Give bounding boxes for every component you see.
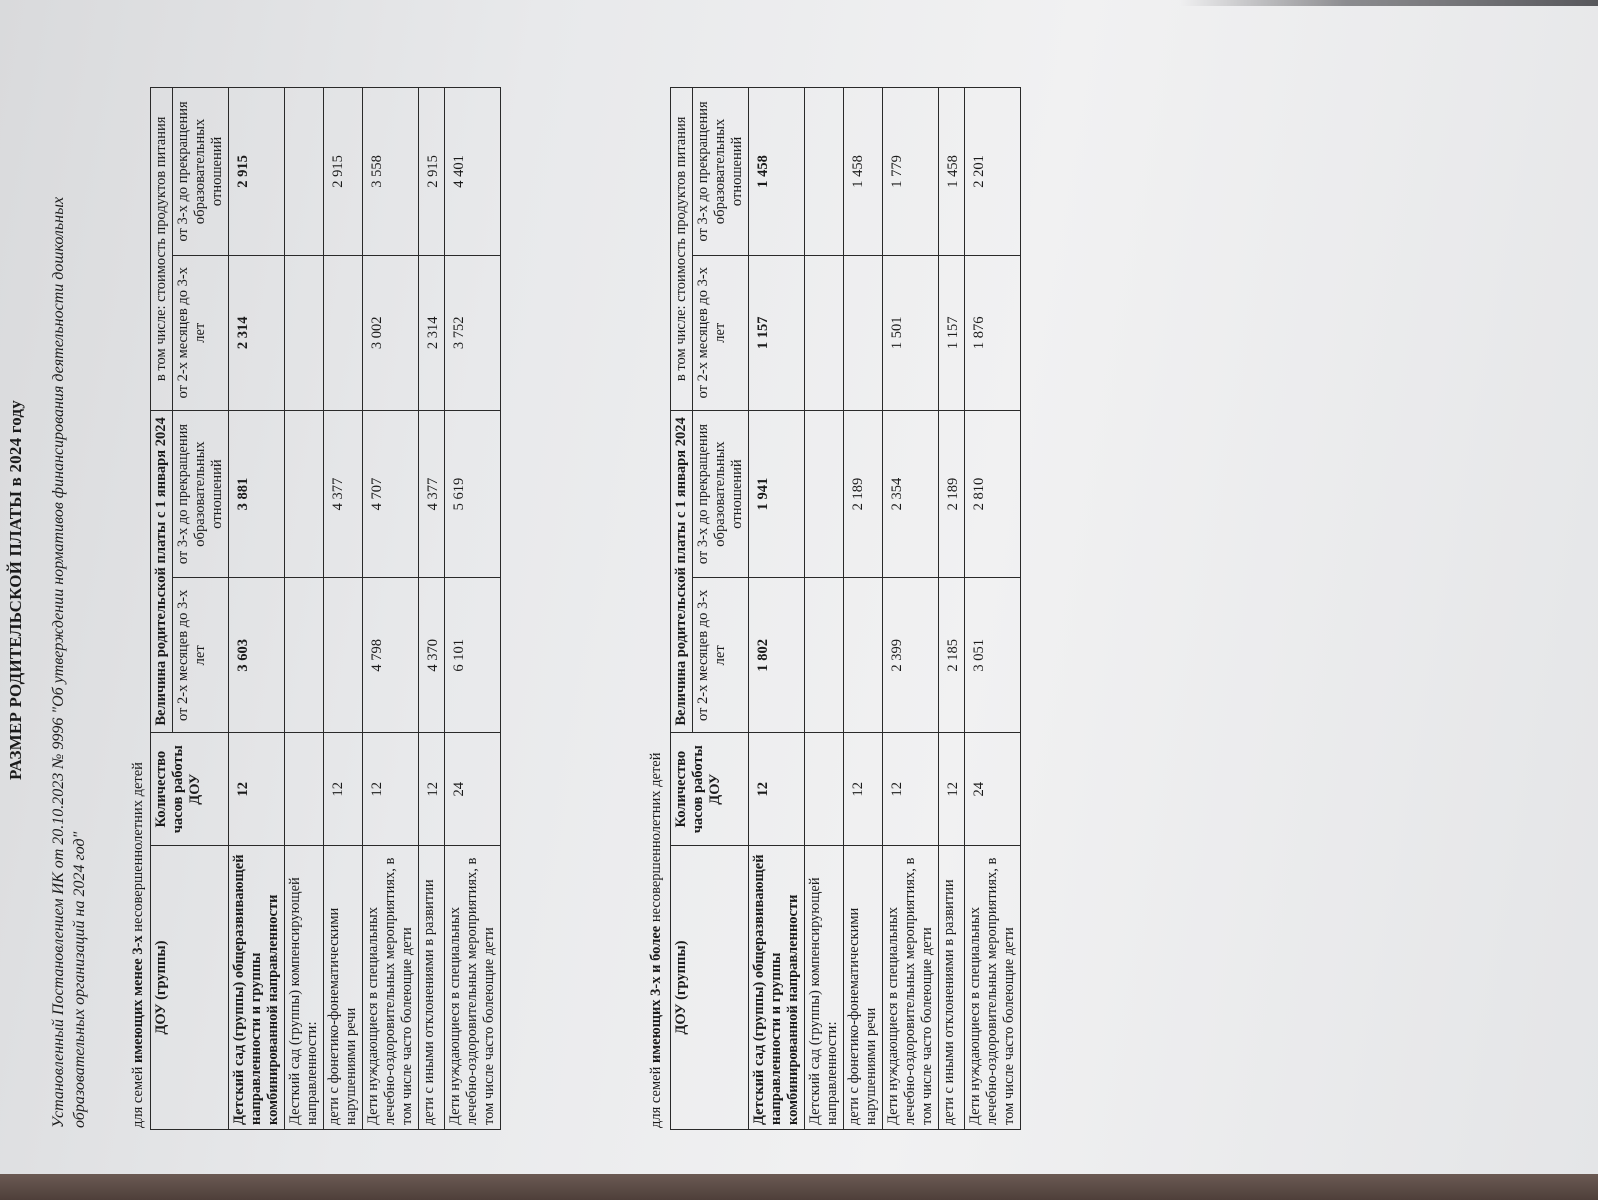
cell-hours: 12 [229,733,285,846]
cell-fee-old: 2 189 [939,410,965,578]
header-food-age-young: от 2-х месяцев до 3-х лет [693,255,749,410]
cell-fee-young [844,578,883,733]
table2-caption-suffix: несовершеннолетних детей [648,752,664,923]
cell-food-old: 1 458 [939,88,965,256]
cell-food-young: 2 314 [419,255,445,410]
cell-food-young: 1 501 [883,255,939,410]
header-fee: Величина родительской платы с 1 января 2024 [671,410,693,733]
cell-hours: 24 [445,733,501,846]
cell-hours: 12 [844,733,883,846]
cell-hours: 12 [883,733,939,846]
header-food: в том числе: стоимость продуктов питания [671,88,693,411]
table2-caption [648,753,665,1128]
cell-fee-old [805,410,844,578]
header-food: в том числе: стоимость продуктов питания [151,88,173,411]
row-name: Детский сад (группы) компенсирующей направленности: [805,846,844,1130]
cell-hours [285,733,324,846]
row-name: Детский сад (группы) общеразвивающей направленности и группы комбинированной направленности [749,846,805,1130]
table-row [445,88,501,1130]
header-fee-age-young: от 2-х месяцев до 3-х лет [693,578,749,733]
cell-fee-young: 3 051 [965,578,1021,733]
header-fee-age-old: от 3-х до прекращения образовательных отношений [693,410,749,578]
cell-food-old: 2 915 [419,88,445,256]
table-row [285,88,324,1130]
table-row [965,88,1021,1130]
fee-table-3-plus-children [670,87,1021,1130]
cell-food-old: 2 201 [965,88,1021,256]
cell-fee-old: 3 881 [229,410,285,578]
row-name: Дети нуждающиеся в специальных лечебно-оздоровительных мероприятиях, в том числе часто болеющие дети [965,846,1021,1130]
cell-fee-old: 4 377 [419,410,445,578]
table2-caption-bold: имеющих 3-х и более [648,925,664,1064]
cell-fee-young [285,578,324,733]
cell-food-young: 3 752 [445,255,501,410]
header-hours: Количество часов работы ДОУ [151,733,229,846]
table1-caption-suffix: несовершеннолетних детей [130,762,146,932]
row-name: Детский сад (группы) общеразвивающей направленности и группы комбинированной направленности [229,846,285,1130]
header-dou: ДОУ (группы) [671,846,749,1130]
header-dou: ДОУ (группы) [151,846,229,1130]
cell-fee-young: 2 399 [883,578,939,733]
cell-fee-old [285,410,324,578]
cell-food-old: 3 558 [363,88,419,256]
row-name: Дети нуждающиеся в специальных лечебно-оздоровительных мероприятиях, в том числе часто болеющие дети [363,846,419,1130]
header-hours: Количество часов работы ДОУ [671,733,749,846]
cell-hours: 24 [965,733,1021,846]
cell-fee-young [805,578,844,733]
cell-food-old: 2 915 [324,88,363,256]
header-fee-age-young: от 2-х месяцев до 3-х лет [173,578,229,733]
header-fee-age-old: от 3-х до прекращения образовательных отношений [173,410,229,578]
cell-fee-young [324,578,363,733]
cell-food-young [285,255,324,410]
cell-fee-young: 6 101 [445,578,501,733]
cell-hours: 12 [363,733,419,846]
header-food-age-old: от 3-х до прекращения образовательных отношений [173,88,229,256]
cell-fee-old: 2 810 [965,410,1021,578]
table-row [939,88,965,1130]
cell-food-young [844,255,883,410]
header-fee: Величина родительской платы с 1 января 2024 [151,410,173,733]
table1-caption-bold: имеющих менее 3-х [130,935,146,1064]
row-name: Дети нуждающиеся в специальных лечебно-оздоровительных мероприятиях, в том числе часто болеющие дети [883,846,939,1130]
row-name: дети с фонетико-фонематическими нарушениями речи [324,846,363,1130]
table-row [883,88,939,1130]
table-row [363,88,419,1130]
document-title: РАЗМЕР РОДИТЕЛЬСКОЙ ПЛАТЫ в 2024 году [6,400,25,780]
header-food-age-old: от 3-х до прекращения образовательных отношений [693,88,749,256]
table1-caption-prefix: для семей [130,1066,146,1128]
row-name: Десткий сад (группы) компенсирующей направленности: [285,846,324,1130]
cell-food-young: 2 314 [229,255,285,410]
row-name: дети с фонетико-фонематическими нарушениями речи [844,846,883,1130]
table-row [324,88,363,1130]
cell-fee-old: 4 377 [324,410,363,578]
cell-food-old: 1 458 [749,88,805,256]
cell-fee-young: 3 603 [229,578,285,733]
cell-food-young [805,255,844,410]
table-row [229,88,285,1130]
header-food-age-young: от 2-х месяцев до 3-х лет [173,255,229,410]
cell-fee-old: 4 707 [363,410,419,578]
cell-fee-old: 1 941 [749,410,805,578]
cell-food-young [324,255,363,410]
table-row [749,88,805,1130]
row-name: дети с иными отклонениями в развитии [939,846,965,1130]
cell-food-old: 1 779 [883,88,939,256]
cell-hours: 12 [419,733,445,846]
cell-food-old [805,88,844,256]
document-subtitle: Установленный Постановлением ИК от 20.10.2023 № 9996 "Об утверждении нормативов финансирования деятельности дошкольных образовательных организаций на 2024 год" [50,196,88,1128]
row-name: Дети нуждающиеся в специальных лечебно-оздоровительных мероприятиях, в том числе часто болеющие дети [445,846,501,1130]
cell-hours [805,733,844,846]
cell-fee-old: 5 619 [445,410,501,578]
cell-food-old: 2 915 [229,88,285,256]
table-row [844,88,883,1130]
cell-hours: 12 [749,733,805,846]
cell-food-young: 1 876 [965,255,1021,410]
cell-hours: 12 [324,733,363,846]
cell-fee-young: 2 185 [939,578,965,733]
table-row [805,88,844,1130]
cell-fee-young: 4 798 [363,578,419,733]
cell-fee-young: 1 802 [749,578,805,733]
cell-fee-old: 2 354 [883,410,939,578]
cell-food-young: 1 157 [939,255,965,410]
cell-food-young: 1 157 [749,255,805,410]
cell-food-young: 3 002 [363,255,419,410]
cell-food-old: 4 401 [445,88,501,256]
cell-food-old: 1 458 [844,88,883,256]
table2-caption-prefix: для семей [648,1066,664,1128]
table1-caption [130,762,147,1128]
fee-table-under-3-children [150,87,501,1130]
cell-hours: 12 [939,733,965,846]
table-row [419,88,445,1130]
cell-fee-young: 4 370 [419,578,445,733]
row-name: дети с иными отклонениями в развитии [419,846,445,1130]
cell-food-old [285,88,324,256]
cell-fee-old: 2 189 [844,410,883,578]
